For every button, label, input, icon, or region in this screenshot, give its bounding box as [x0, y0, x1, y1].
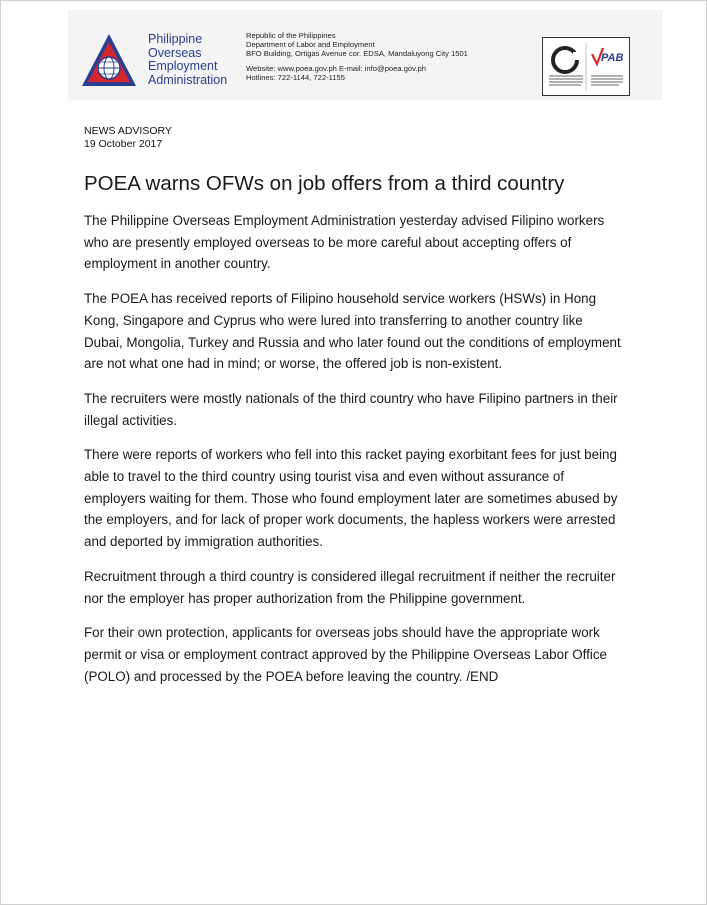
contact-web-email: Website: www.poea.gov.ph E-mail: info@poea.gov.ph [246, 63, 426, 73]
agency-name-line: Administration [148, 72, 228, 87]
contact-address: BFO Building, Ortigas Avenue cor. EDSA, Mandaluyong City 1501 [246, 49, 468, 59]
letterhead [68, 10, 663, 100]
advisory-label: NEWS ADVISORY [84, 125, 172, 137]
contact-department: Department of Labor and Employment [246, 40, 375, 50]
iso-certification-icon [543, 38, 629, 95]
agency-name-line: Overseas [148, 45, 202, 60]
contact-block [246, 31, 468, 82]
paragraph: The Philippine Overseas Employment Administration yesterday advised Filipino workers who are presently employed overseas to be more careful about accepting offers of employment in another country. [84, 213, 605, 272]
paragraph: The POEA has received reports of Filipino household service workers (HSWs) in Hong Kong, Singapore and Cyprus who were lured into transferring to another country like Dubai, Mongolia, Turkey and Russia and who later found out the conditions of employment are not what one had in mind; or worse, the offered job is non-existent. [84, 291, 621, 372]
agency-name-line: Employment [148, 59, 218, 73]
agency-name [148, 33, 227, 87]
agency-name-line: Philippine [148, 32, 203, 46]
advisory-block [84, 125, 172, 151]
paragraph: For their own protection, applicants for overseas jobs should have the appropriate work permit or visa or employment contract approved by the Philippine Overseas Labor Office (POLO) and processed by the POEA before leaving the country. /END [84, 625, 607, 684]
article-body [84, 210, 624, 687]
page-title: POEA warns OFWs on job offers from a third country [84, 172, 565, 195]
paragraph: There were reports of workers who fell into this racket paying exorbitant fees for just being able to travel to the third country using tourist visa and even without assurance of employers waiting for them. Those who found employment later are sometimes abused by the employers, and for lack of proper work documents, the hapless workers were arrested and deported by immigration authorities. [84, 447, 618, 550]
certification-badges [542, 37, 630, 96]
contact-republic: Republic of the Philippines [246, 31, 336, 40]
paragraph: Recruitment through a third country is considered illegal recruitment if neither the recruiter nor the employer has proper authorization from the Philippine government. [84, 568, 616, 606]
advisory-date: 19 October 2017 [84, 138, 163, 150]
pab-badge-label: PAB [601, 52, 624, 64]
paragraph: The recruiters were mostly nationals of the third country who have Filipino partners in their illegal activities. [84, 390, 618, 428]
poea-logo-icon [80, 32, 138, 90]
contact-hotlines: Hotlines: 722-1144, 722-1155 [246, 72, 345, 82]
